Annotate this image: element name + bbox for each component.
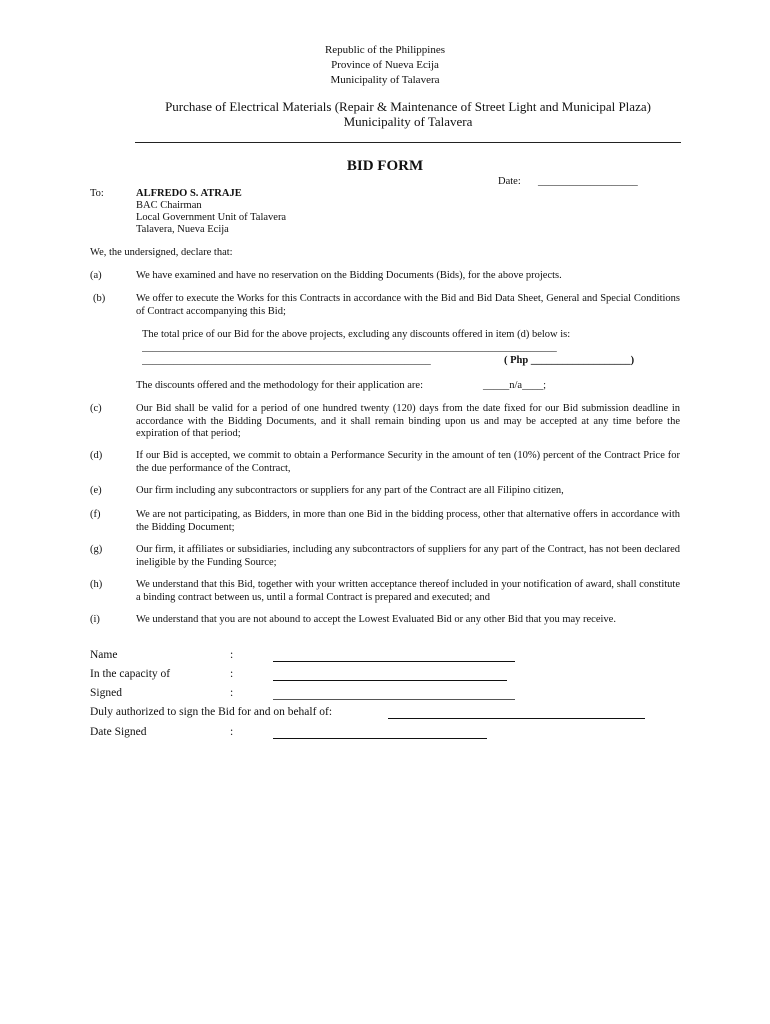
- item-e-text: Our firm including any subcontractors or suppliers for any part of the Contract are all Filipino citizen,: [136, 485, 564, 496]
- addressee-office: Local Government Unit of Talavera: [136, 212, 287, 223]
- capacity-label: In the capacity of: [90, 668, 171, 680]
- date-blank[interactable]: ___________________: [538, 176, 638, 187]
- item-g-label: (g): [90, 544, 103, 555]
- item-c-label: (c): [90, 403, 102, 414]
- header-republic: Republic of the Philippines: [324, 44, 446, 56]
- capacity-field[interactable]: [273, 680, 507, 681]
- addressee-address: Talavera, Nueva Ecija: [136, 224, 229, 235]
- total-price-blank-2[interactable]: _______________________________________________________: [142, 355, 431, 366]
- addressee-position: BAC Chairman: [136, 200, 202, 211]
- intro-text: We, the undersigned, declare that:: [90, 247, 233, 258]
- total-price-text: The total price of our Bid for the above projects, excluding any discounts offered in item (d) below is:: [142, 329, 571, 340]
- item-i-label: (i): [90, 614, 100, 625]
- signed-label: Signed: [90, 687, 122, 699]
- item-f-label: (f): [90, 509, 101, 520]
- header-municipality: Municipality of Talavera: [330, 74, 440, 86]
- item-b-text: We offer to execute the Works for this Contracts in accordance with the Bid and Bid Data Sheet, General and Special Conditions of Contract accompanying this Bid;: [136, 293, 680, 317]
- item-a-label: (a): [90, 270, 102, 281]
- item-e-label: (e): [90, 485, 102, 496]
- total-price-blank-1[interactable]: _______________________________________________________________________________: [142, 342, 557, 353]
- date-label: Date:: [498, 176, 521, 187]
- form-title: BID FORM: [346, 158, 424, 174]
- item-d-text: If our Bid is accepted, we commit to obtain a Performance Security in the amount of ten (10%) percent of the Contract Price for the due performance of the Contract,: [136, 450, 680, 474]
- date-signed-colon: :: [230, 726, 234, 738]
- project-title: Purchase of Electrical Materials (Repair & Maintenance of Street Light and Municipal Plaza) Municipality of Talavera: [165, 99, 651, 129]
- duly-authorized-field[interactable]: [388, 718, 645, 719]
- title-divider: [135, 142, 681, 143]
- discounts-label: The discounts offered and the methodology for their application are:: [136, 380, 424, 391]
- name-label: Name: [90, 649, 118, 661]
- item-b-label: (b): [93, 293, 106, 304]
- to-label: To:: [90, 188, 104, 199]
- item-h-label: (h): [90, 579, 103, 590]
- item-h-text: We understand that this Bid, together with your written acceptance thereof included in your notification of award, shall constitute a binding contract between us, until a formal Contract is prepared and executed; and: [136, 579, 680, 603]
- discounts-value[interactable]: _____n/a____;: [483, 380, 546, 391]
- item-f-text: We are not participating, as Bidders, in more than one Bid in the bidding process, other that alternative offers in accordance with the Bidding Document;: [136, 509, 680, 533]
- name-field[interactable]: [273, 661, 515, 662]
- php-amount-field[interactable]: ( Php ___________________): [504, 355, 635, 366]
- header-province: Province of Nueva Ecija: [331, 59, 439, 71]
- item-g-text: Our firm, it affiliates or subsidiaries, including any subcontractors of suppliers for any part of the Contract, has not been declared ineligible by the Funding Source;: [136, 544, 680, 568]
- item-a-text: We have examined and have no reservation on the Bidding Documents (Bids), for the above projects.: [136, 270, 562, 281]
- name-colon: :: [230, 649, 234, 661]
- signed-colon: :: [230, 687, 234, 699]
- date-signed-field[interactable]: [273, 738, 487, 739]
- signed-field[interactable]: [273, 699, 515, 700]
- item-d-label: (d): [90, 450, 103, 461]
- item-c-text: Our Bid shall be valid for a period of one hundred twenty (120) days from the date fixed for our Bid submission deadline in accordance with the Bidding Documents, and it shall remain binding upon us and may be accepted at any time before the expiration of that period;: [136, 403, 680, 439]
- capacity-colon: :: [230, 668, 234, 680]
- addressee-name: ALFREDO S. ATRAJE: [136, 188, 242, 199]
- duly-authorized-label: Duly authorized to sign the Bid for and on behalf of:: [90, 706, 333, 718]
- date-signed-label: Date Signed: [90, 726, 147, 738]
- item-i-text: We understand that you are not abound to accept the Lowest Evaluated Bid or any other Bid that you may receive.: [136, 614, 616, 625]
